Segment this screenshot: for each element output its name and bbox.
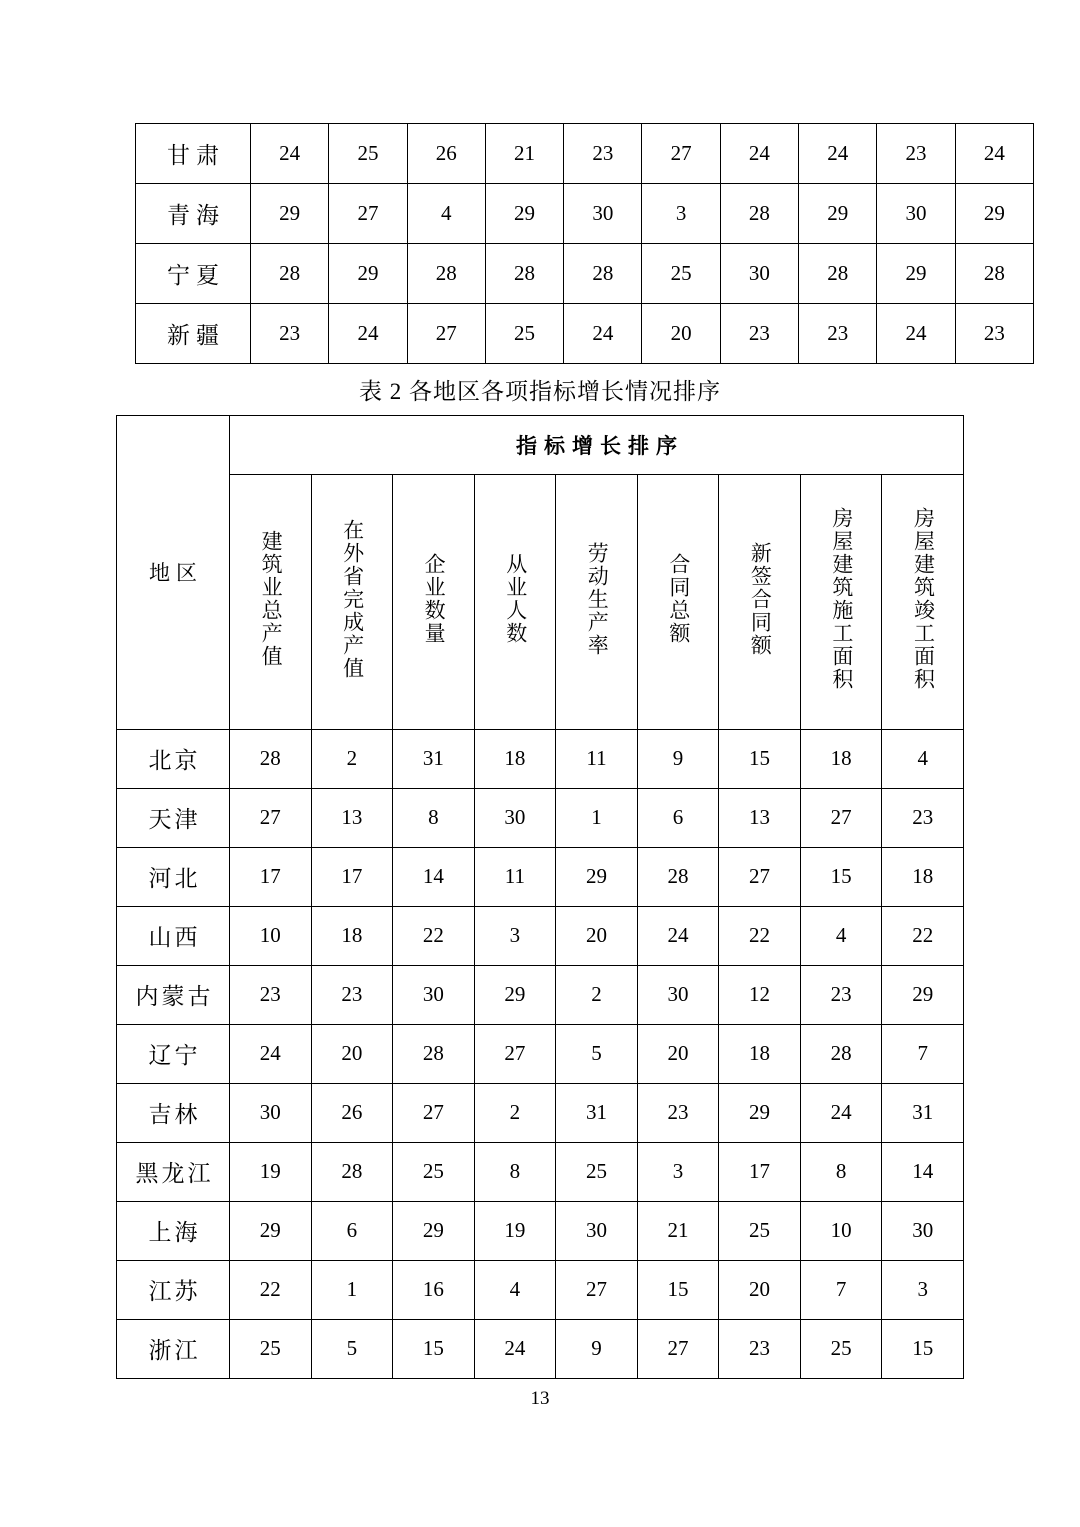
value-cell: 7: [882, 1024, 964, 1083]
growth-ranking-table-body: [117, 729, 964, 1378]
value-cell: 23: [311, 965, 393, 1024]
value-cell: 20: [556, 906, 638, 965]
region-cell: 辽宁: [117, 1024, 230, 1083]
growth-ranking-table-container: [116, 415, 964, 1379]
table-column-header-row: [117, 475, 964, 730]
value-cell: 29: [329, 244, 407, 304]
value-cell: 23: [877, 124, 955, 184]
value-cell: 24: [720, 124, 798, 184]
continued-ranking-table: [135, 123, 1034, 364]
table-row: [117, 1319, 964, 1378]
value-cell: 26: [407, 124, 485, 184]
value-cell: 18: [311, 906, 393, 965]
value-cell: 3: [474, 906, 556, 965]
value-cell: 15: [800, 847, 882, 906]
value-cell: 17: [311, 847, 393, 906]
value-cell: 28: [564, 244, 642, 304]
value-cell: 7: [800, 1260, 882, 1319]
value-cell: 25: [719, 1201, 801, 1260]
value-cell: 27: [407, 304, 485, 364]
value-cell: 28: [955, 244, 1033, 304]
region-cell: 浙江: [117, 1319, 230, 1378]
value-cell: 25: [556, 1142, 638, 1201]
column-header: [637, 475, 719, 730]
column-header: [882, 475, 964, 730]
value-cell: 13: [719, 788, 801, 847]
value-cell: 21: [637, 1201, 719, 1260]
region-cell: 江苏: [117, 1260, 230, 1319]
column-header: [311, 475, 393, 730]
table-caption: 表 2 各地区各项指标增长情况排序: [359, 379, 721, 404]
value-cell: 23: [720, 304, 798, 364]
region-cell: 甘肃: [136, 124, 251, 184]
value-cell: 23: [251, 304, 329, 364]
value-cell: 25: [485, 304, 563, 364]
value-cell: 23: [637, 1083, 719, 1142]
value-cell: 2: [474, 1083, 556, 1142]
region-cell: 内蒙古: [117, 965, 230, 1024]
value-cell: 11: [474, 847, 556, 906]
column-header-label: 在外省完成产值: [340, 518, 365, 680]
column-header: [393, 475, 475, 730]
column-header-label: 从业人数: [503, 553, 528, 645]
value-cell: 4: [882, 729, 964, 788]
value-cell: 29: [485, 184, 563, 244]
value-cell: 4: [474, 1260, 556, 1319]
value-cell: 8: [800, 1142, 882, 1201]
value-cell: 4: [407, 184, 485, 244]
value-cell: 20: [637, 1024, 719, 1083]
value-cell: 18: [800, 729, 882, 788]
value-cell: 31: [393, 729, 475, 788]
column-header: [800, 475, 882, 730]
growth-ranking-table: [116, 415, 964, 1379]
value-cell: 15: [637, 1260, 719, 1319]
value-cell: 29: [556, 847, 638, 906]
value-cell: 29: [882, 965, 964, 1024]
value-cell: 19: [230, 1142, 312, 1201]
value-cell: 27: [393, 1083, 475, 1142]
region-cell: 吉林: [117, 1083, 230, 1142]
table-row: [136, 304, 1034, 364]
value-cell: 21: [485, 124, 563, 184]
value-cell: 30: [877, 184, 955, 244]
value-cell: 30: [474, 788, 556, 847]
value-cell: 4: [800, 906, 882, 965]
value-cell: 26: [311, 1083, 393, 1142]
column-header-label: 新签合同额: [748, 541, 773, 657]
value-cell: 27: [642, 124, 720, 184]
table-row: [136, 184, 1034, 244]
value-cell: 20: [311, 1024, 393, 1083]
value-cell: 10: [800, 1201, 882, 1260]
value-cell: 28: [637, 847, 719, 906]
value-cell: 28: [230, 729, 312, 788]
value-cell: 22: [719, 906, 801, 965]
region-cell: 宁夏: [136, 244, 251, 304]
value-cell: 10: [230, 906, 312, 965]
value-cell: 24: [800, 1083, 882, 1142]
value-cell: 14: [393, 847, 475, 906]
value-cell: 18: [882, 847, 964, 906]
value-cell: 30: [720, 244, 798, 304]
value-cell: 29: [474, 965, 556, 1024]
value-cell: 1: [311, 1260, 393, 1319]
growth-ranking-table-head: [117, 416, 964, 730]
value-cell: 14: [882, 1142, 964, 1201]
value-cell: 30: [230, 1083, 312, 1142]
value-cell: 20: [719, 1260, 801, 1319]
value-cell: 24: [799, 124, 877, 184]
table-row: [117, 965, 964, 1024]
region-cell: 天津: [117, 788, 230, 847]
value-cell: 18: [474, 729, 556, 788]
value-cell: 23: [564, 124, 642, 184]
value-cell: 29: [877, 244, 955, 304]
value-cell: 23: [800, 965, 882, 1024]
value-cell: 2: [556, 965, 638, 1024]
value-cell: 24: [329, 304, 407, 364]
region-cell: 青海: [136, 184, 251, 244]
table-row: [117, 1024, 964, 1083]
value-cell: 16: [393, 1260, 475, 1319]
value-cell: 3: [637, 1142, 719, 1201]
value-cell: 29: [251, 184, 329, 244]
value-cell: 29: [393, 1201, 475, 1260]
value-cell: 28: [720, 184, 798, 244]
table-header-group-row: [117, 416, 964, 475]
value-cell: 29: [955, 184, 1033, 244]
value-cell: 11: [556, 729, 638, 788]
continued-ranking-table-body: [136, 124, 1034, 364]
value-cell: 27: [719, 847, 801, 906]
region-cell: 北京: [117, 729, 230, 788]
region-cell: 新疆: [136, 304, 251, 364]
value-cell: 8: [474, 1142, 556, 1201]
value-cell: 18: [719, 1024, 801, 1083]
value-cell: 1: [556, 788, 638, 847]
column-header: [474, 475, 556, 730]
value-cell: 29: [719, 1083, 801, 1142]
column-header: [230, 475, 312, 730]
value-cell: 27: [230, 788, 312, 847]
value-cell: 28: [799, 244, 877, 304]
table-row: [117, 1260, 964, 1319]
value-cell: 22: [393, 906, 475, 965]
column-header-label: 企业数量: [422, 553, 447, 645]
value-cell: 23: [955, 304, 1033, 364]
value-cell: 28: [311, 1142, 393, 1201]
header-group-title: 指标增长排序: [230, 416, 964, 475]
value-cell: 3: [642, 184, 720, 244]
value-cell: 23: [799, 304, 877, 364]
value-cell: 30: [882, 1201, 964, 1260]
value-cell: 29: [799, 184, 877, 244]
value-cell: 22: [882, 906, 964, 965]
value-cell: 9: [637, 729, 719, 788]
value-cell: 6: [311, 1201, 393, 1260]
value-cell: 25: [800, 1319, 882, 1378]
value-cell: 12: [719, 965, 801, 1024]
value-cell: 15: [882, 1319, 964, 1378]
column-header: [556, 475, 638, 730]
table-row: [117, 1083, 964, 1142]
value-cell: 22: [230, 1260, 312, 1319]
value-cell: 20: [642, 304, 720, 364]
value-cell: 17: [230, 847, 312, 906]
value-cell: 24: [637, 906, 719, 965]
value-cell: 28: [407, 244, 485, 304]
value-cell: 25: [329, 124, 407, 184]
header-region: 地区: [117, 416, 230, 730]
column-header: [719, 475, 801, 730]
page-number: 13: [530, 1388, 550, 1409]
value-cell: 19: [474, 1201, 556, 1260]
region-cell: 山西: [117, 906, 230, 965]
value-cell: 9: [556, 1319, 638, 1378]
value-cell: 29: [230, 1201, 312, 1260]
value-cell: 28: [800, 1024, 882, 1083]
region-cell: 黑龙江: [117, 1142, 230, 1201]
value-cell: 28: [251, 244, 329, 304]
value-cell: 24: [251, 124, 329, 184]
value-cell: 28: [393, 1024, 475, 1083]
value-cell: 30: [393, 965, 475, 1024]
value-cell: 3: [882, 1260, 964, 1319]
table-row: [136, 124, 1034, 184]
value-cell: 24: [877, 304, 955, 364]
value-cell: 27: [474, 1024, 556, 1083]
value-cell: 24: [230, 1024, 312, 1083]
value-cell: 30: [556, 1201, 638, 1260]
value-cell: 27: [637, 1319, 719, 1378]
column-header-label: 建筑业总产值: [259, 530, 284, 668]
value-cell: 17: [719, 1142, 801, 1201]
column-header-label: 劳动生产率: [585, 541, 610, 657]
table-row: [117, 788, 964, 847]
value-cell: 24: [955, 124, 1033, 184]
value-cell: 15: [719, 729, 801, 788]
region-cell: 河北: [117, 847, 230, 906]
table-row: [117, 906, 964, 965]
table-row: [117, 847, 964, 906]
value-cell: 8: [393, 788, 475, 847]
value-cell: 27: [800, 788, 882, 847]
table-row: [117, 1201, 964, 1260]
value-cell: 27: [329, 184, 407, 244]
value-cell: 23: [230, 965, 312, 1024]
value-cell: 23: [882, 788, 964, 847]
column-header-label: 合同总额: [666, 553, 691, 645]
value-cell: 23: [719, 1319, 801, 1378]
region-cell: 上海: [117, 1201, 230, 1260]
column-header-label: 房屋建筑施工面积: [829, 507, 854, 691]
value-cell: 28: [485, 244, 563, 304]
value-cell: 27: [556, 1260, 638, 1319]
value-cell: 13: [311, 788, 393, 847]
value-cell: 25: [642, 244, 720, 304]
table-row: [136, 244, 1034, 304]
continued-ranking-table-container: [135, 123, 1034, 364]
table-row: [117, 729, 964, 788]
value-cell: 30: [637, 965, 719, 1024]
value-cell: 5: [556, 1024, 638, 1083]
column-header-label: 房屋建筑竣工面积: [911, 507, 936, 691]
value-cell: 30: [564, 184, 642, 244]
value-cell: 2: [311, 729, 393, 788]
value-cell: 5: [311, 1319, 393, 1378]
value-cell: 31: [556, 1083, 638, 1142]
table-row: [117, 1142, 964, 1201]
value-cell: 31: [882, 1083, 964, 1142]
value-cell: 24: [474, 1319, 556, 1378]
value-cell: 24: [564, 304, 642, 364]
value-cell: 25: [230, 1319, 312, 1378]
value-cell: 25: [393, 1142, 475, 1201]
value-cell: 15: [393, 1319, 475, 1378]
value-cell: 6: [637, 788, 719, 847]
